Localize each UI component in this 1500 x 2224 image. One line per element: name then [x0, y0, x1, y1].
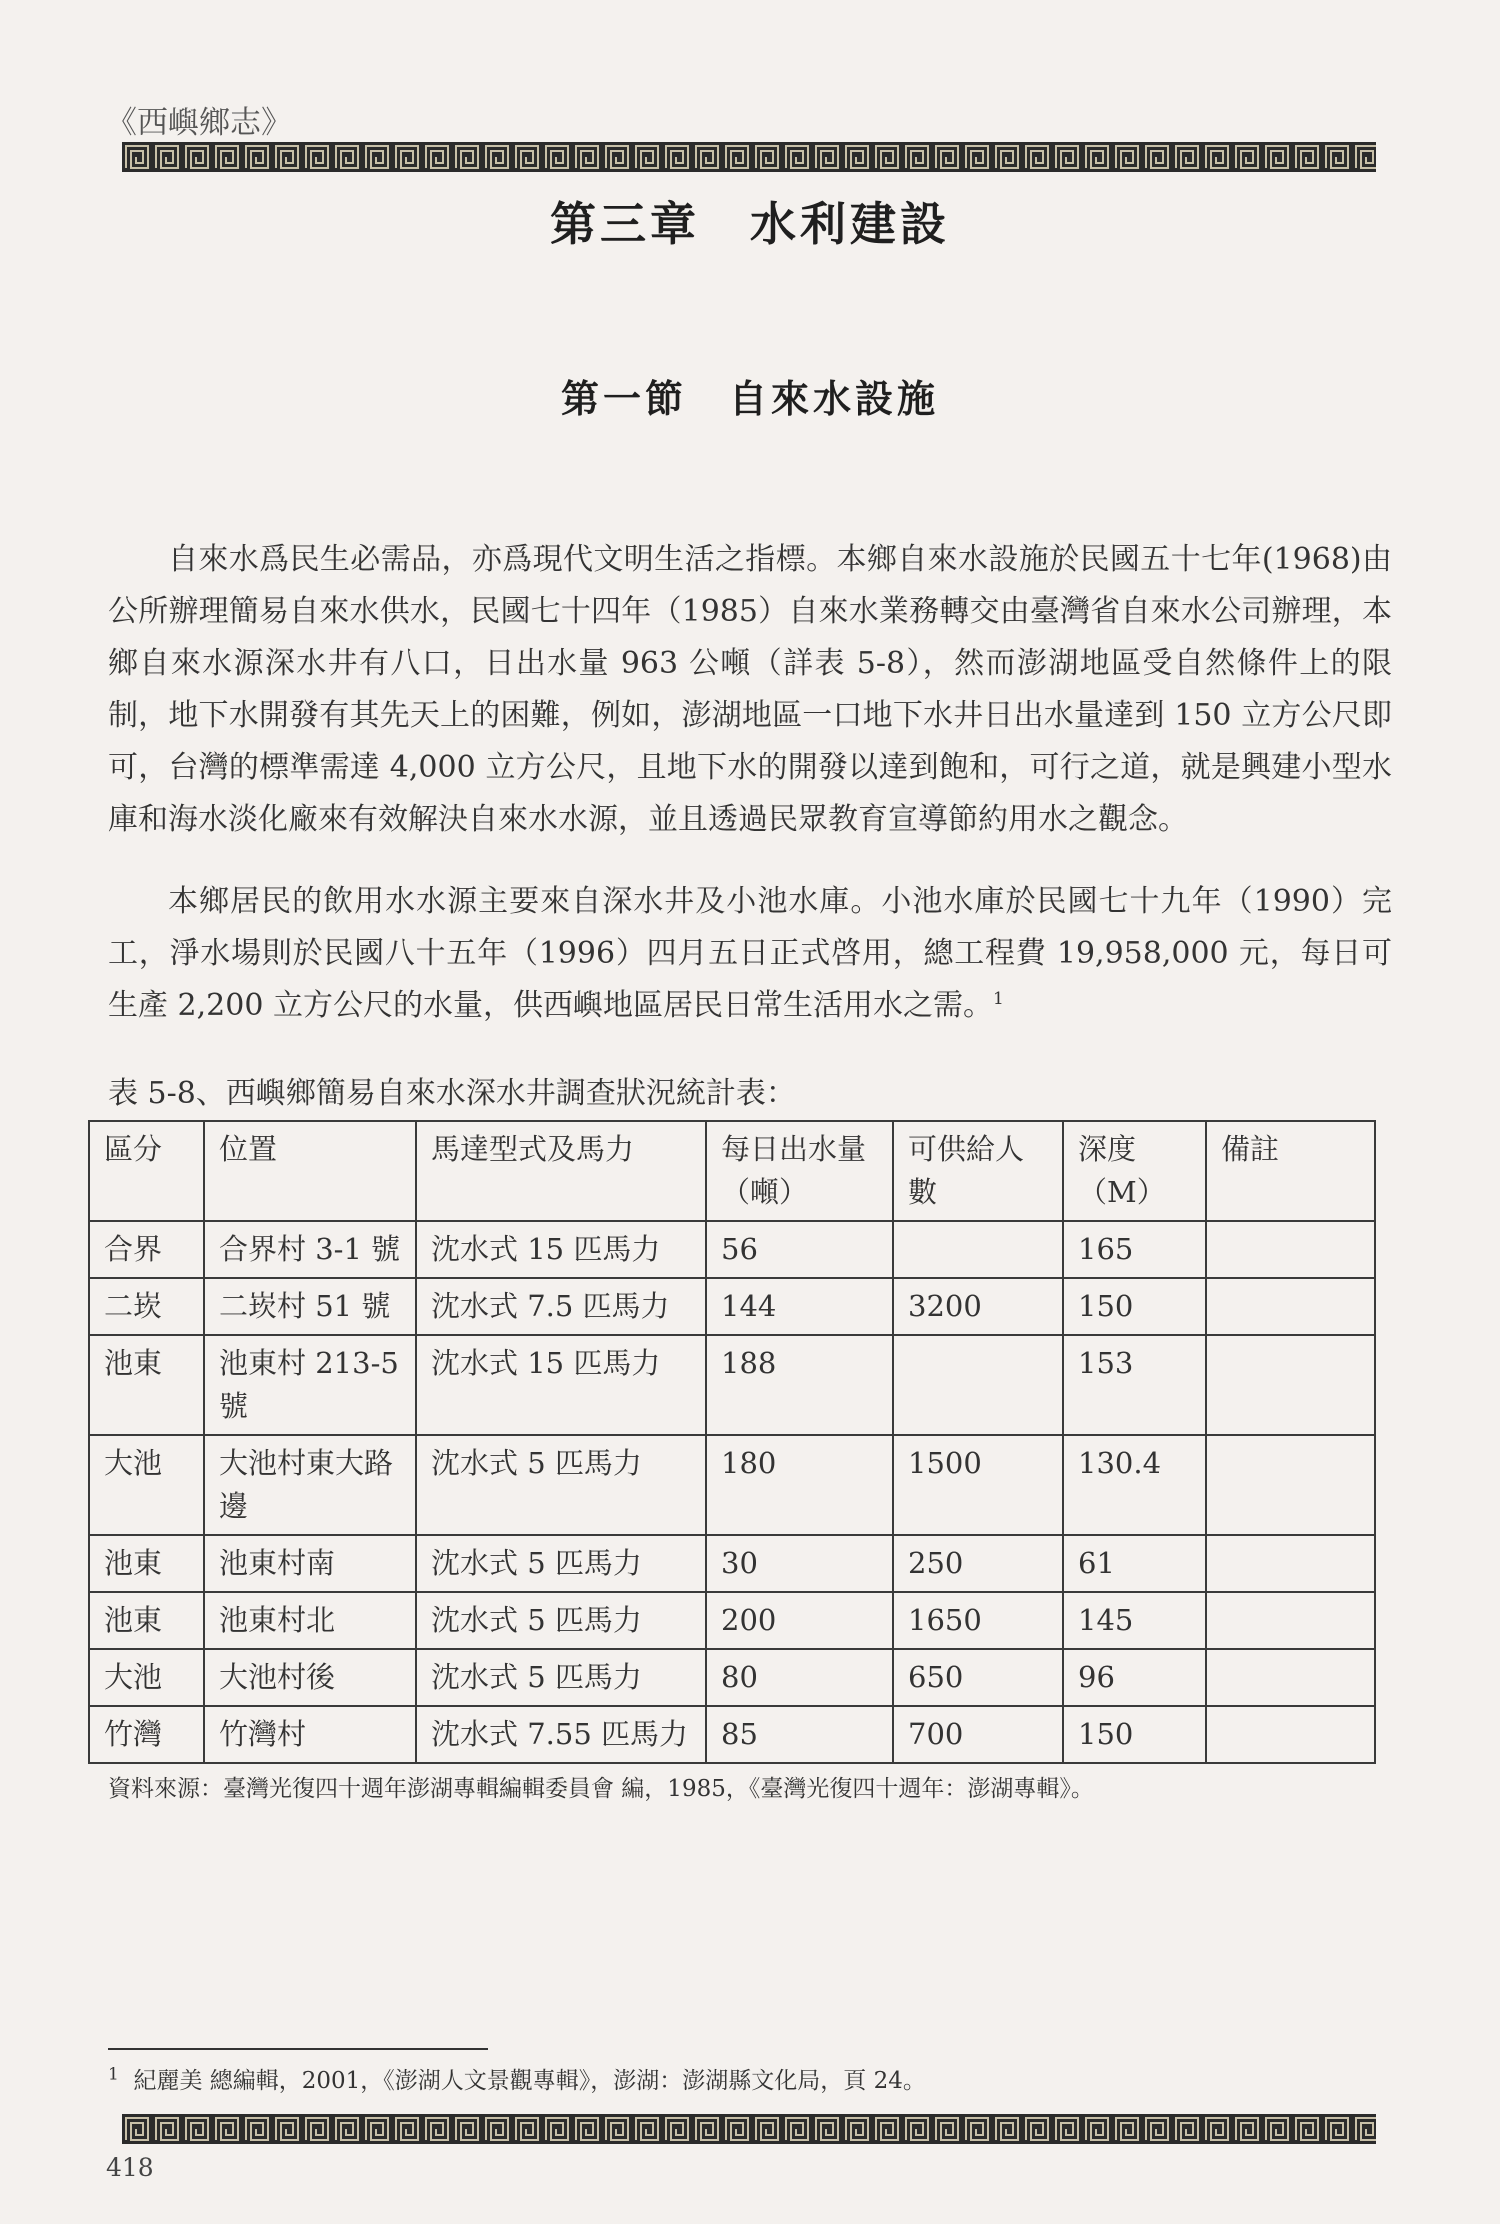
table-cell: 沈水式 7.55 匹馬力: [416, 1706, 706, 1763]
table-cell: 大池: [89, 1649, 204, 1706]
table-cell: 188: [706, 1335, 893, 1435]
header-cell: 深度（M）: [1063, 1121, 1206, 1221]
table-cell: 大池村東大路邊: [204, 1435, 416, 1535]
table-source: 資料來源：臺灣光復四十週年澎湖專輯編輯委員會 編，1985，《臺灣光復四十週年：澎湖專輯》。: [108, 1776, 1094, 1802]
table-cell: 1650: [893, 1592, 1063, 1649]
table-cell: 沈水式 5 匹馬力: [416, 1592, 706, 1649]
table-cell: 沈水式 7.5 匹馬力: [416, 1278, 706, 1335]
table-cell: 700: [893, 1706, 1063, 1763]
table-row: [89, 1278, 1375, 1335]
table-cell: 85: [706, 1706, 893, 1763]
table-cell: 150: [1063, 1706, 1206, 1763]
chapter-title: 第三章 水利建設: [550, 197, 950, 251]
paragraph-2: 本鄉居民的飲用水水源主要來自深水井及小池水庫。小池水庫於民國七十九年（1990）完工，淨水場則於民國八十五年（1996）四月五日正式啓用，總工程費 19,958,000 元，每日可生產 2,200 立方公尺的水量，供西嶼地區居民日常生活用水之需。$^1$: [108, 884, 1392, 1023]
footnote-ref: 1: [992, 989, 1004, 1009]
table-cell: 153: [1063, 1335, 1206, 1435]
table-cell: [1206, 1221, 1375, 1278]
table-cell: [1206, 1435, 1375, 1535]
footnote: $^1$ 紀麗美 總編輯，2001，《澎湖人文景觀專輯》，澎湖：澎湖縣文化局，頁 24。: [108, 2064, 926, 2094]
header-cell: 位置: [204, 1121, 416, 1221]
header-cell: 區分: [89, 1121, 204, 1221]
table-cell: 池東村 213-5 號: [204, 1335, 416, 1435]
table-header-row: [89, 1121, 1375, 1221]
table-cell: 80: [706, 1649, 893, 1706]
table-cell: 96: [1063, 1649, 1206, 1706]
table-cell: 3200: [893, 1278, 1063, 1335]
table-cell: 合界村 3-1 號: [204, 1221, 416, 1278]
table-cell: 二崁: [89, 1278, 204, 1335]
table-row: [89, 1221, 1375, 1278]
table-cell: 250: [893, 1535, 1063, 1592]
footnote-divider: [108, 2048, 488, 2050]
greek-key-border-bottom: [122, 2114, 1376, 2144]
table-cell: 沈水式 15 匹馬力: [416, 1221, 706, 1278]
table-cell: 650: [893, 1649, 1063, 1706]
table-row: [89, 1592, 1375, 1649]
table-cell: 合界: [89, 1221, 204, 1278]
table-cell: 大池村後: [204, 1649, 416, 1706]
table-cell: 二崁村 51 號: [204, 1278, 416, 1335]
table-cell: 200: [706, 1592, 893, 1649]
table-cell: 大池: [89, 1435, 204, 1535]
table-cell: [893, 1221, 1063, 1278]
table-cell: [893, 1335, 1063, 1435]
table-cell: 沈水式 5 匹馬力: [416, 1435, 706, 1535]
table-cell: 竹灣村: [204, 1706, 416, 1763]
table-cell: 沈水式 5 匹馬力: [416, 1649, 706, 1706]
table-cell: 池東村北: [204, 1592, 416, 1649]
table-cell: 池東: [89, 1592, 204, 1649]
table-cell: 竹灣: [89, 1706, 204, 1763]
table-row: [89, 1535, 1375, 1592]
table-row: [89, 1706, 1375, 1763]
well-survey-table: [88, 1120, 1376, 1764]
table-row: [89, 1649, 1375, 1706]
table-cell: [1206, 1335, 1375, 1435]
table-cell: 沈水式 15 匹馬力: [416, 1335, 706, 1435]
header-cell: 備註: [1206, 1121, 1375, 1221]
page-number: 418: [106, 2153, 154, 2182]
table-cell: 180: [706, 1435, 893, 1535]
paragraph-1: 自來水爲民生必需品，亦爲現代文明生活之指標。本鄉自來水設施於民國五十七年(1968)由公所辦理簡易自來水供水，民國七十四年（1985）自來水業務轉交由臺灣省自來水公司辦理，本鄉自來水源深水井有八口，日出水量 963 公噸（詳表 5-8），然而澎湖地區受自然條件上的限制，地下水開發有其先天上的困難，例如，澎湖地區一口地下水井日出水量達到 150 立方公尺即可，台灣的標準需達 4,000 立方公尺，且地下水的開發以達到飽和，可行之道，就是興建小型水庫和海水淡化廠來有效解決自來水水源，並且透過民眾教育宣導節約用水之觀念。: [108, 542, 1392, 837]
table-row: [89, 1435, 1375, 1535]
table-cell: [1206, 1649, 1375, 1706]
header-cell: 馬達型式及馬力: [416, 1121, 706, 1221]
table-cell: 130.4: [1063, 1435, 1206, 1535]
table-cell: 144: [706, 1278, 893, 1335]
running-header: 《西嶼鄉志》: [106, 105, 292, 141]
table-cell: 池東: [89, 1335, 204, 1435]
table-cell: 145: [1063, 1592, 1206, 1649]
table-cell: 池東村南: [204, 1535, 416, 1592]
table-cell: 165: [1063, 1221, 1206, 1278]
table-cell: 30: [706, 1535, 893, 1592]
section-title: 第一節 自來水設施: [560, 376, 939, 421]
table-cell: 1500: [893, 1435, 1063, 1535]
table-cell: [1206, 1592, 1375, 1649]
table-cell: 150: [1063, 1278, 1206, 1335]
table-cell: [1206, 1706, 1375, 1763]
table-cell: 池東: [89, 1535, 204, 1592]
table-cell: [1206, 1278, 1375, 1335]
table-caption: 表 5-8、西嶼鄉簡易自來水深水井調查狀況統計表：: [108, 1076, 796, 1111]
table-cell: 沈水式 5 匹馬力: [416, 1535, 706, 1592]
header-cell: 可供給人數: [893, 1121, 1063, 1221]
table-cell: [1206, 1535, 1375, 1592]
table-cell: 56: [706, 1221, 893, 1278]
header-cell: 每日出水量（噸）: [706, 1121, 893, 1221]
greek-key-border-top: [122, 142, 1376, 172]
table-row: [89, 1335, 1375, 1435]
table-cell: 61: [1063, 1535, 1206, 1592]
